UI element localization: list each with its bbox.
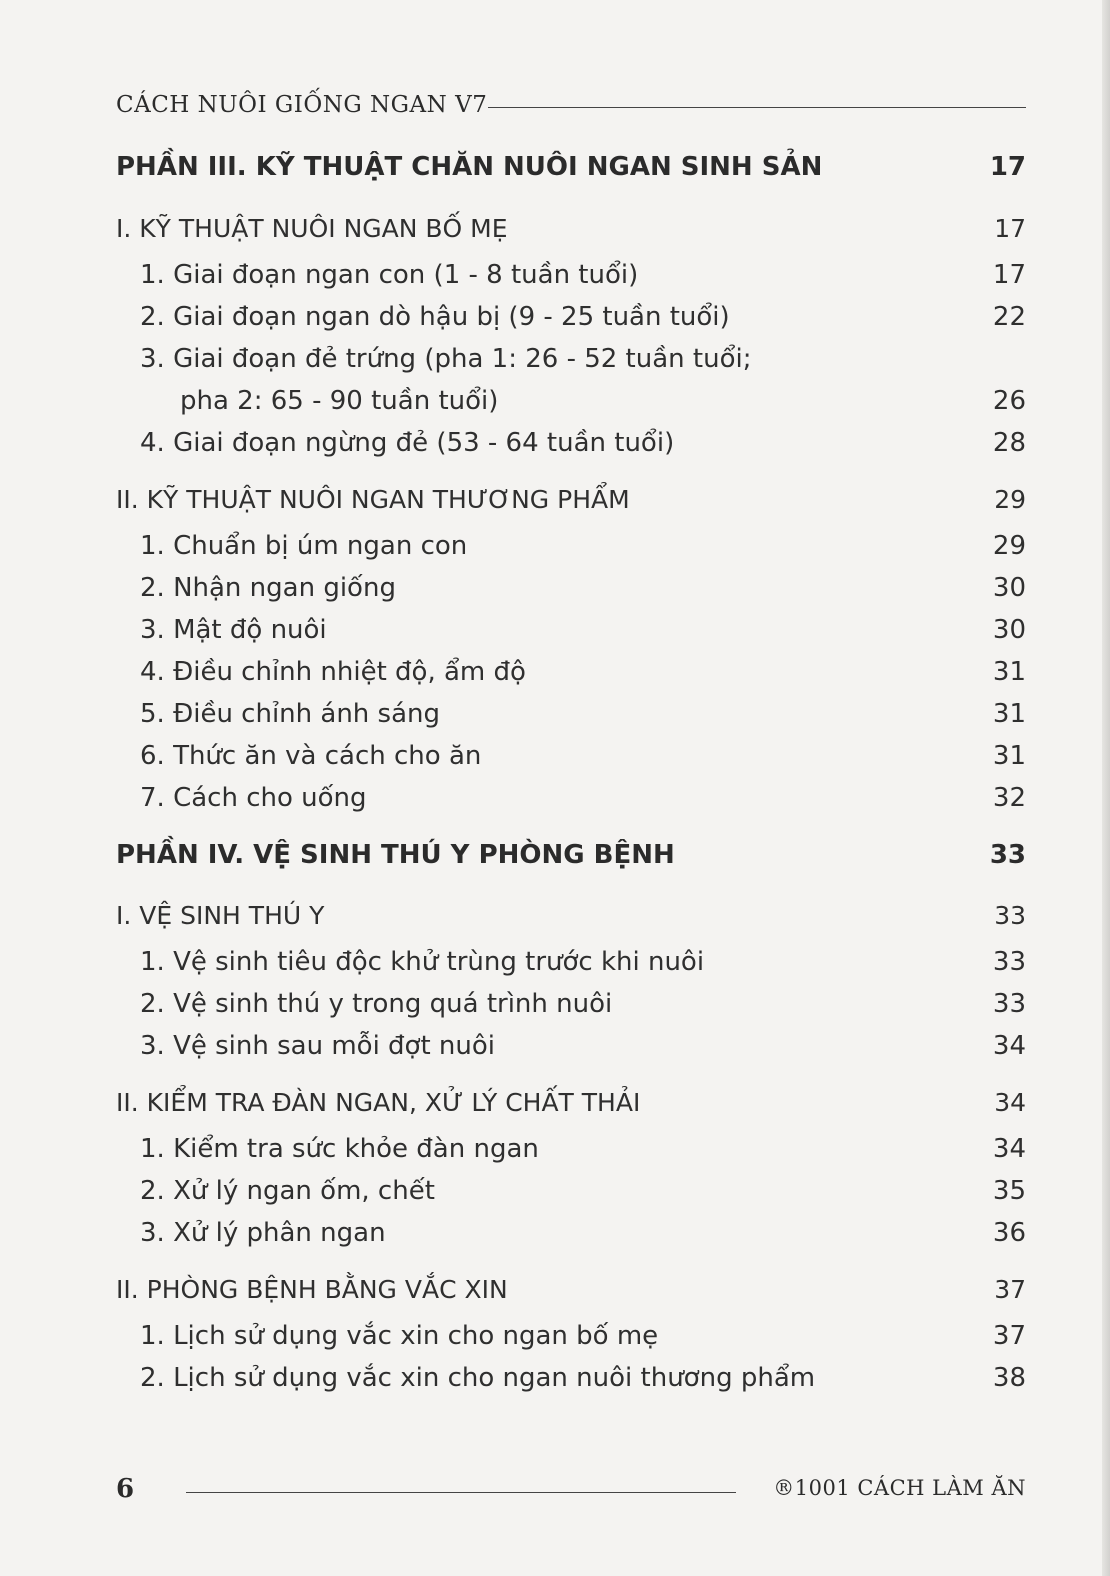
footer-rule — [186, 1492, 736, 1493]
toc-entry-text: 1. Giai đoạn ngan con (1 - 8 tuần tuổi) — [140, 260, 639, 290]
toc-entry-text: 2. Giai đoạn ngan dò hậu bị (9 - 25 tuần tuổi) — [140, 302, 730, 332]
toc-item — [140, 573, 1026, 609]
toc-item — [140, 783, 1026, 819]
toc-entry-page: 30 — [992, 615, 1026, 645]
toc-item — [140, 615, 1026, 651]
toc-entry-page: 36 — [992, 1218, 1026, 1248]
toc-entry-page: 32 — [992, 783, 1026, 813]
toc-entry-text: 3. Giai đoạn đẻ trứng (pha 1: 26 - 52 tuần tuổi; — [140, 344, 752, 374]
toc-item — [140, 1031, 1026, 1067]
toc-entry-text: 3. Mật độ nuôi — [140, 615, 327, 645]
toc-item — [140, 1134, 1026, 1170]
toc-item-continuation — [180, 386, 1026, 422]
toc-item — [140, 1321, 1026, 1357]
footer-series-title: ®1001 CÁCH LÀM ĂN — [773, 1476, 1026, 1500]
toc-entry-page: 17 — [992, 260, 1026, 290]
toc-entry-text: 1. Kiểm tra sức khỏe đàn ngan — [140, 1134, 539, 1164]
toc-item — [140, 260, 1026, 296]
toc-entry-page: 30 — [992, 573, 1026, 603]
toc-section-heading — [116, 214, 1026, 248]
toc-entry-text: 1. Lịch sử dụng vắc xin cho ngan bố mẹ — [140, 1321, 659, 1351]
toc-entry-page: 38 — [992, 1363, 1026, 1393]
running-head — [116, 92, 1026, 126]
toc-entry-text: II. KIỂM TRA ĐÀN NGAN, XỬ LÝ CHẤT THẢI — [116, 1088, 641, 1117]
toc-entry-page: 33 — [994, 901, 1026, 930]
toc-entry-page: 33 — [992, 947, 1026, 977]
toc-entry-page: 29 — [992, 531, 1026, 561]
toc-item — [140, 428, 1026, 464]
page-footer — [116, 1474, 1026, 1514]
toc-entry-text: 2. Vệ sinh thú y trong quá trình nuôi — [140, 989, 613, 1019]
toc-item — [140, 947, 1026, 983]
toc-entry-text: 3. Vệ sinh sau mỗi đợt nuôi — [140, 1031, 496, 1061]
toc-part-heading — [116, 840, 1026, 876]
toc-item — [140, 1363, 1026, 1399]
toc-entry-page: 37 — [992, 1321, 1026, 1351]
toc-item — [140, 344, 1026, 380]
toc-item — [140, 531, 1026, 567]
toc-entry-page: 22 — [992, 302, 1026, 332]
toc-item — [140, 657, 1026, 693]
toc-entry-text: 5. Điều chỉnh ánh sáng — [140, 699, 441, 729]
toc-entry-page: 28 — [992, 428, 1026, 458]
toc-entry-page: 33 — [989, 840, 1026, 870]
toc-entry-text: 1. Chuẩn bị úm ngan con — [140, 531, 468, 561]
toc-entry-text: I. KỸ THUẬT NUÔI NGAN BỐ MẸ — [116, 214, 508, 243]
toc-item — [140, 302, 1026, 338]
toc-entry-page: 37 — [994, 1275, 1026, 1304]
toc-item — [140, 699, 1026, 735]
toc-entry-text: 7. Cách cho uống — [140, 783, 367, 813]
toc-entry-text: 2. Lịch sử dụng vắc xin cho ngan nuôi thương phẩm — [140, 1363, 816, 1393]
toc-entry-page: 35 — [992, 1176, 1026, 1206]
toc-item — [140, 989, 1026, 1025]
toc-part-heading — [116, 152, 1026, 188]
running-head-title: CÁCH NUÔI GIỐNG NGAN V7 — [116, 92, 488, 118]
toc-entry-page: 17 — [989, 152, 1026, 182]
toc-entry-text: 4. Điều chỉnh nhiệt độ, ẩm độ — [140, 657, 526, 687]
toc-entry-page: 29 — [994, 485, 1026, 514]
toc-entry-text: II. KỸ THUẬT NUÔI NGAN THƯƠNG PHẨM — [116, 485, 630, 514]
toc-entry-text: 6. Thức ăn và cách cho ăn — [140, 741, 482, 771]
footer-page-number: 6 — [116, 1474, 135, 1504]
toc-entry-text: I. VỆ SINH THÚ Y — [116, 901, 325, 930]
toc-entry-text: 4. Giai đoạn ngừng đẻ (53 - 64 tuần tuổi) — [140, 428, 675, 458]
toc-entry-text: pha 2: 65 - 90 tuần tuổi) — [180, 386, 499, 416]
toc-section-heading — [116, 1088, 1026, 1122]
toc-entry-text: 1. Vệ sinh tiêu độc khử trùng trước khi nuôi — [140, 947, 705, 977]
toc-entry-page: 26 — [992, 386, 1026, 416]
toc-item — [140, 741, 1026, 777]
toc-entry-page: 34 — [992, 1031, 1026, 1061]
toc-section-heading — [116, 1275, 1026, 1309]
toc-entry-page: 31 — [992, 699, 1026, 729]
toc-entry-text: PHẦN III. KỸ THUẬT CHĂN NUÔI NGAN SINH SẢN — [116, 152, 823, 182]
toc-item — [140, 1218, 1026, 1254]
toc-section-heading — [116, 901, 1026, 935]
toc-entry-page: 34 — [992, 1134, 1026, 1164]
toc-entry-text: 2. Nhận ngan giống — [140, 573, 396, 603]
page-edge-shadow — [1102, 0, 1110, 1576]
toc-entry-text: PHẦN IV. VỆ SINH THÚ Y PHÒNG BỆNH — [116, 840, 675, 870]
toc-entry-page: 17 — [994, 214, 1026, 243]
toc-entry-page: 31 — [992, 657, 1026, 687]
toc-entry-page: 33 — [992, 989, 1026, 1019]
toc-item — [140, 1176, 1026, 1212]
toc-entry-text: II. PHÒNG BỆNH BẰNG VẮC XIN — [116, 1275, 508, 1304]
toc-entry-text: 2. Xử lý ngan ốm, chết — [140, 1176, 435, 1206]
toc-section-heading — [116, 485, 1026, 519]
toc-entry-page: 31 — [992, 741, 1026, 771]
running-head-rule — [488, 107, 1026, 108]
toc-entry-text: 3. Xử lý phân ngan — [140, 1218, 386, 1248]
toc-entry-page: 34 — [994, 1088, 1026, 1117]
